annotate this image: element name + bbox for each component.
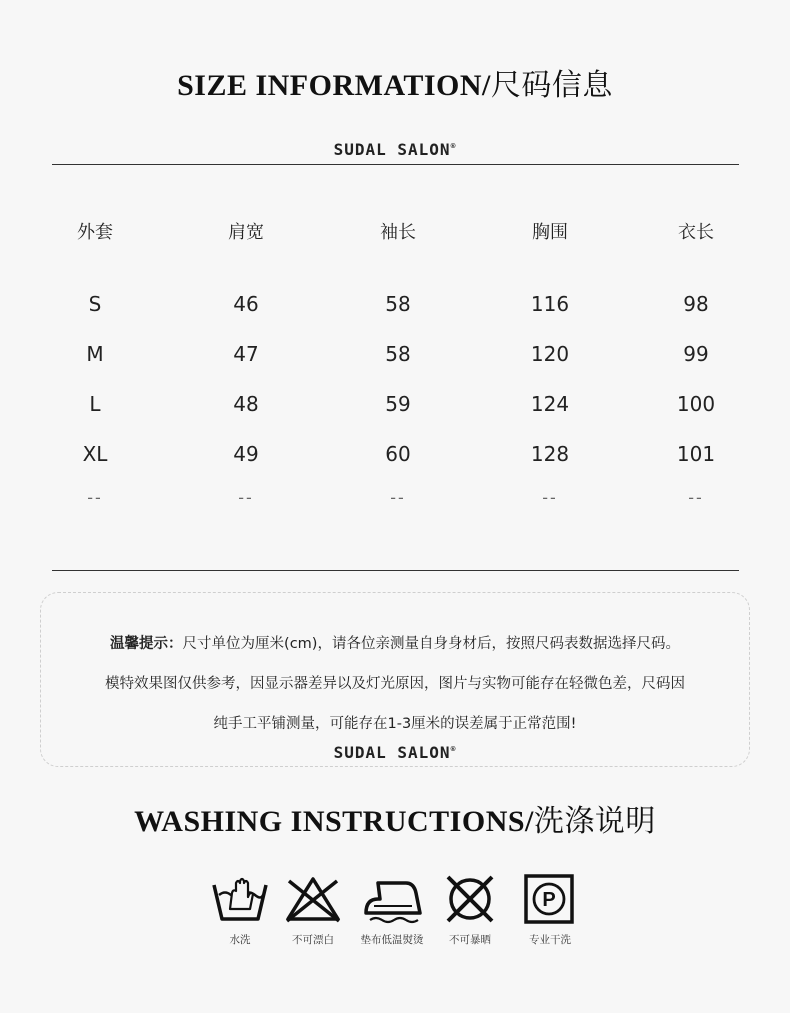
table-cell-sleeve: 58 xyxy=(385,292,411,316)
table-cell-sleeve: 59 xyxy=(385,392,411,416)
table-cell-sleeve: 58 xyxy=(385,342,411,366)
registered-mark: ® xyxy=(450,141,457,151)
table-cell-length: 98 xyxy=(683,292,709,316)
table-cell-shoulder: 49 xyxy=(233,442,259,466)
table-cell-length: 101 xyxy=(676,442,716,466)
no-bleach-icon xyxy=(283,873,343,925)
brand-name: SUDAL SALON xyxy=(333,140,451,159)
table-cell-empty: -- xyxy=(688,488,704,507)
table-cell-empty: -- xyxy=(542,488,558,507)
note-label: 温馨提示： xyxy=(110,636,183,652)
wash-label: 不可暴晒 xyxy=(449,934,491,946)
table-cell-length: 99 xyxy=(683,342,709,366)
table-cell-chest: 116 xyxy=(530,292,570,316)
hand-wash-icon xyxy=(210,873,270,925)
header-cell-chest: 胸围 xyxy=(532,222,568,243)
washing-instructions-title xyxy=(0,796,790,840)
brand-logo-note xyxy=(0,743,790,762)
note-line-1 xyxy=(0,632,790,653)
table-cell-length: 100 xyxy=(676,392,716,416)
low-iron-icon xyxy=(362,873,422,925)
header-cell-shoulder: 肩宽 xyxy=(228,222,264,243)
table-cell-chest: 128 xyxy=(530,442,570,466)
table-cell-shoulder: 47 xyxy=(233,342,259,366)
registered-mark: ® xyxy=(450,744,457,754)
dry-clean-icon xyxy=(520,873,580,925)
table-cell-chest: 124 xyxy=(530,392,570,416)
note-line-3: 纯手工平铺测量，可能存在1-3厘米的误差属于正常范围! xyxy=(213,716,577,732)
header-cell-garment: 外套 xyxy=(77,222,113,243)
wash-label: 不可漂白 xyxy=(292,934,334,946)
header-cell-length: 衣长 xyxy=(678,222,714,243)
table-cell-empty: -- xyxy=(390,488,406,507)
table-cell-size: XL xyxy=(82,442,108,466)
brand-logo-top xyxy=(0,140,790,159)
note-line-2: 模特效果图仅供参考，因显示器差异以及灯光原因，图片与实物可能存在轻微色差，尺码因 xyxy=(105,676,685,692)
wash-title-cn: 洗涤说明 xyxy=(533,804,656,839)
table-cell-size: M xyxy=(86,342,104,366)
wash-label: 垫布低温熨烫 xyxy=(360,934,424,946)
brand-name: SUDAL SALON xyxy=(333,743,451,762)
no-sun-dry-icon xyxy=(440,873,500,925)
table-cell-chest: 120 xyxy=(530,342,570,366)
size-title-cn: 尺码信息 xyxy=(490,68,613,103)
table-cell-empty: -- xyxy=(238,488,254,507)
table-cell-sleeve: 60 xyxy=(385,442,411,466)
divider-top xyxy=(52,164,739,165)
note-text-1: 尺寸单位为厘米(cm)，请各位亲测量自身身材后，按照尺码表数据选择尺码。 xyxy=(182,636,680,652)
table-cell-size: L xyxy=(89,392,101,416)
table-cell-shoulder: 48 xyxy=(233,392,259,416)
table-cell-empty: -- xyxy=(87,488,103,507)
divider-bottom xyxy=(52,570,739,571)
table-cell-shoulder: 46 xyxy=(233,292,259,316)
table-cell-size: S xyxy=(88,292,102,316)
size-information-title xyxy=(0,60,790,104)
header-cell-sleeve: 袖长 xyxy=(380,222,416,243)
wash-label: 水洗 xyxy=(229,934,251,946)
svg-text:P: P xyxy=(542,889,556,911)
size-title-en: SIZE INFORMATION/ xyxy=(177,69,491,102)
wash-title-en: WASHING INSTRUCTIONS/ xyxy=(134,805,534,838)
wash-label: 专业干洗 xyxy=(529,934,571,946)
